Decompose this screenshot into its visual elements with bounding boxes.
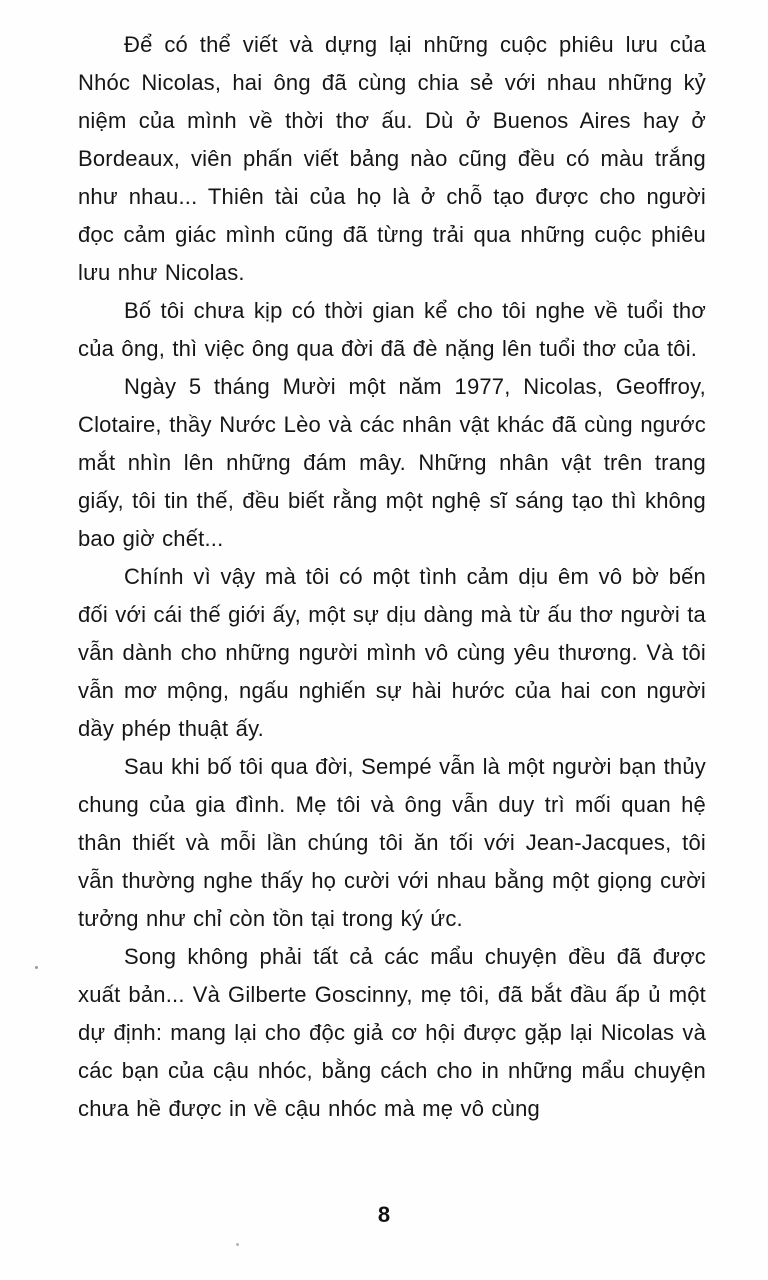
page-body-text [78,26,706,1128]
scan-speck [236,1243,239,1246]
paragraph: Sau khi bố tôi qua đời, Sempé vẫn là một người bạn thủy chung của gia đình. Mẹ tôi và ông vẫn duy trì mối quan hệ thân thiết và mỗi lần chúng tôi ăn tối với Jean-Jacques, tôi vẫn thường nghe thấy họ cười với nhau bằng một giọng cười tưởng như chỉ còn tồn tại trong ký ức. [78,754,706,931]
scan-speck [35,966,38,969]
paragraph: Để có thể viết và dựng lại những cuộc phiêu lưu của Nhóc Nicolas, hai ông đã cùng chia sẻ với nhau những kỷ niệm của mình về thời thơ ấu. Dù ở Buenos Aires hay ở Bordeaux, viên phấn viết bảng nào cũng đều có màu trắng như nhau... Thiên tài của họ là ở chỗ tạo được cho người đọc cảm giác mình cũng đã từng trải qua những cuộc phiêu lưu như Nicolas. [78,32,706,285]
page-number: 8 [377,1202,391,1227]
paragraph: Chính vì vậy mà tôi có một tình cảm dịu êm vô bờ bến đối với cái thế giới ấy, một sự dịu dàng mà từ ấu thơ người ta vẫn dành cho những người mình vô cùng yêu thương. Và tôi vẫn mơ mộng, ngấu nghiến sự hài hước của hai con người dầy phép thuật ấy. [78,564,706,741]
paragraph: Ngày 5 tháng Mười một năm 1977, Nicolas, Geoffroy, Clotaire, thầy Nước Lèo và các nhân vật khác đã cùng ngước mắt nhìn lên những đám mây. Những nhân vật trên trang giấy, tôi tin thế, đều biết rằng một nghệ sĩ sáng tạo thì không bao giờ chết... [78,374,706,551]
paragraph: Bố tôi chưa kịp có thời gian kể cho tôi nghe về tuổi thơ của ông, thì việc ông qua đời đã đè nặng lên tuổi thơ của tôi. [78,298,706,361]
paragraph: Song không phải tất cả các mẩu chuyện đều đã được xuất bản... Và Gilberte Goscinny, mẹ tôi, đã bắt đầu ấp ủ một dự định: mang lại cho độc giả cơ hội được gặp lại Nicolas và các bạn của cậu nhóc, bằng cách cho in những mẩu chuyện chưa hề được in về cậu nhóc mà mẹ vô cùng [78,944,706,1121]
